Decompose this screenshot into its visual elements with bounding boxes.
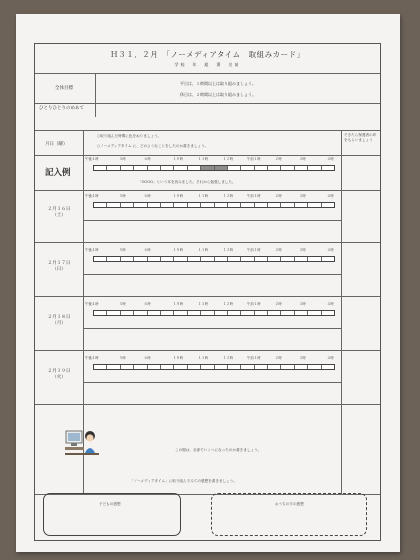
- day-date: ２月１８日（月）: [47, 315, 71, 327]
- time-slot[interactable]: [161, 203, 174, 207]
- child-comment-box[interactable]: [43, 493, 181, 536]
- divider: [35, 404, 380, 405]
- hour-label: １１時: [198, 356, 209, 360]
- time-slot[interactable]: [268, 311, 281, 315]
- hour-label: ４時: [327, 356, 334, 360]
- time-slot[interactable]: [148, 311, 161, 315]
- parent-comment-box[interactable]: [211, 493, 367, 536]
- example-hour-label: ３時: [299, 157, 306, 161]
- hour-label: １１時: [198, 194, 209, 198]
- time-slot[interactable]: [121, 203, 134, 207]
- time-slot[interactable]: [281, 257, 294, 261]
- time-slot[interactable]: [134, 311, 147, 315]
- time-slot[interactable]: [134, 203, 147, 207]
- time-slot[interactable]: [94, 203, 107, 207]
- time-slot[interactable]: [201, 166, 214, 170]
- time-bar: [93, 364, 335, 370]
- time-slot[interactable]: [241, 203, 254, 207]
- hour-label: 午後４時: [85, 248, 99, 252]
- writing-line[interactable]: [83, 274, 341, 275]
- hour-label: ３時: [299, 356, 306, 360]
- time-slot[interactable]: [148, 257, 161, 261]
- divider: [35, 296, 380, 297]
- time-slot[interactable]: [94, 365, 107, 369]
- hour-label: １０時: [173, 302, 184, 306]
- time-slot[interactable]: [228, 365, 241, 369]
- time-slot[interactable]: [201, 203, 214, 207]
- time-slot[interactable]: [228, 257, 241, 261]
- time-slot[interactable]: [241, 257, 254, 261]
- hour-label: 午前１時: [247, 194, 261, 198]
- hour-label: ２時: [275, 302, 282, 306]
- hour-label: １２時: [223, 302, 234, 306]
- time-slot[interactable]: [188, 365, 201, 369]
- time-slot[interactable]: [94, 311, 107, 315]
- time-slot[interactable]: [174, 365, 187, 369]
- hour-label: ３時: [299, 248, 306, 252]
- time-slot[interactable]: [148, 166, 161, 170]
- time-slot[interactable]: [215, 166, 228, 170]
- time-slot[interactable]: [295, 311, 308, 315]
- time-slot[interactable]: [188, 166, 201, 170]
- divider: [35, 103, 380, 104]
- time-slot[interactable]: [174, 257, 187, 261]
- time-slot[interactable]: [281, 365, 294, 369]
- hour-label: ６時: [144, 302, 151, 306]
- example-hour-label: １１時: [198, 157, 209, 161]
- time-slot[interactable]: [174, 311, 187, 315]
- child-comment-label: 子どもの感想: [99, 502, 121, 506]
- time-slot[interactable]: [308, 203, 321, 207]
- divider: [35, 73, 380, 74]
- time-slot[interactable]: [308, 311, 321, 315]
- signature-header: できたら保護者の印をもらいましょう: [344, 133, 377, 142]
- divider: [35, 190, 380, 191]
- personal-goal-label: ひとりひとりのめあて: [39, 106, 84, 111]
- hour-label: 午後４時: [85, 302, 99, 306]
- divider: [35, 130, 380, 131]
- writing-line[interactable]: [83, 220, 341, 221]
- time-slot[interactable]: [174, 203, 187, 207]
- goal-holiday: 休日は、２時間以上は取り組みましょう。: [180, 92, 256, 97]
- time-slot[interactable]: [268, 166, 281, 170]
- hour-label: 午後４時: [85, 356, 99, 360]
- time-slot[interactable]: [268, 203, 281, 207]
- day-date: ２月１９日（火）: [47, 369, 71, 381]
- time-slot[interactable]: [241, 311, 254, 315]
- time-slot[interactable]: [107, 166, 120, 170]
- time-slot[interactable]: [268, 365, 281, 369]
- hour-label: ５時: [119, 302, 126, 306]
- time-slot[interactable]: [322, 166, 334, 170]
- writing-line[interactable]: [83, 382, 341, 383]
- hour-label: １０時: [173, 194, 184, 198]
- time-slot[interactable]: [94, 166, 107, 170]
- time-slot[interactable]: [148, 365, 161, 369]
- time-slot[interactable]: [255, 311, 268, 315]
- time-slot[interactable]: [255, 365, 268, 369]
- time-slot[interactable]: [188, 203, 201, 207]
- hour-label: １０時: [173, 248, 184, 252]
- hour-label: ５時: [119, 356, 126, 360]
- child-at-computer-illustration: [65, 427, 99, 457]
- time-slot[interactable]: [107, 257, 120, 261]
- time-bar: [93, 256, 335, 262]
- time-slot[interactable]: [241, 166, 254, 170]
- parent-comment-label: おうちの方の感想: [275, 502, 304, 506]
- example-time-bar: [93, 165, 335, 171]
- time-slot[interactable]: [107, 365, 120, 369]
- student-info-line: 学校 年 組 番 名前: [174, 62, 241, 67]
- time-slot[interactable]: [228, 166, 241, 170]
- hour-label: ２時: [275, 356, 282, 360]
- time-slot[interactable]: [308, 257, 321, 261]
- time-slot[interactable]: [281, 166, 294, 170]
- worksheet-title: Ｈ３１．２月 「ノーメディアタイム 取組みカード」: [110, 50, 305, 59]
- time-bar: [93, 310, 335, 316]
- overall-goal-label: 全体目標: [55, 86, 73, 91]
- time-slot[interactable]: [228, 203, 241, 207]
- time-slot[interactable]: [281, 203, 294, 207]
- writing-line[interactable]: [83, 328, 341, 329]
- time-slot[interactable]: [268, 257, 281, 261]
- hour-label: １２時: [223, 194, 234, 198]
- divider: [35, 242, 380, 243]
- time-bar: [93, 202, 335, 208]
- time-slot[interactable]: [308, 166, 321, 170]
- time-slot[interactable]: [161, 311, 174, 315]
- example-hour-label: ２時: [275, 157, 282, 161]
- time-slot[interactable]: [161, 166, 174, 170]
- example-hour-label: 午後４時: [85, 157, 99, 161]
- goal-weekday: 平日は、１時間以上は取り組みましょう。: [180, 81, 256, 86]
- time-slot[interactable]: [215, 365, 228, 369]
- hour-label: １２時: [223, 248, 234, 252]
- time-slot[interactable]: [134, 365, 147, 369]
- hour-label: ４時: [327, 302, 334, 306]
- example-label: 記入例: [45, 168, 71, 178]
- time-slot[interactable]: [188, 257, 201, 261]
- time-slot[interactable]: [161, 365, 174, 369]
- time-slot[interactable]: [107, 203, 120, 207]
- time-slot[interactable]: [134, 166, 147, 170]
- time-slot[interactable]: [215, 203, 228, 207]
- time-slot[interactable]: [322, 365, 334, 369]
- instruction-2: ○ノーメディアタイム に、どのようなことをしたのか書きましょう。: [97, 144, 209, 148]
- hour-label: １０時: [173, 356, 184, 360]
- time-slot[interactable]: [295, 257, 308, 261]
- time-slot[interactable]: [201, 311, 214, 315]
- time-slot[interactable]: [161, 257, 174, 261]
- worksheet-frame: [34, 43, 381, 541]
- time-slot[interactable]: [215, 311, 228, 315]
- time-slot[interactable]: [322, 311, 334, 315]
- hour-label: 午前１時: [247, 248, 261, 252]
- hour-label: １１時: [198, 248, 209, 252]
- date-column-header: 月日（曜）: [45, 142, 68, 147]
- time-slot[interactable]: [281, 311, 294, 315]
- time-slot[interactable]: [188, 311, 201, 315]
- time-slot[interactable]: [174, 166, 187, 170]
- time-slot[interactable]: [322, 203, 334, 207]
- time-slot[interactable]: [228, 311, 241, 315]
- hour-label: ４時: [327, 248, 334, 252]
- hour-label: ５時: [119, 194, 126, 198]
- hour-label: ３時: [299, 302, 306, 306]
- reflection-prompt: この期は、全部でいくつになったのか書きましょう。: [175, 448, 262, 452]
- hour-label: ６時: [144, 248, 151, 252]
- time-slot[interactable]: [148, 203, 161, 207]
- time-slot[interactable]: [121, 365, 134, 369]
- time-slot[interactable]: [107, 311, 120, 315]
- hour-label: ２時: [275, 194, 282, 198]
- time-slot[interactable]: [241, 365, 254, 369]
- hour-label: 午後４時: [85, 194, 99, 198]
- day-date: ２月１７日（日）: [47, 261, 71, 273]
- instruction-1: ○取り組んだ時間に色をぬりましょう。: [97, 134, 162, 138]
- example-hour-label: 午前１時: [247, 157, 261, 161]
- divider: [35, 350, 380, 351]
- example-hour-label: ４時: [327, 157, 334, 161]
- worksheet-paper: [16, 14, 400, 552]
- time-slot[interactable]: [255, 257, 268, 261]
- hour-label: ３時: [299, 194, 306, 198]
- time-slot[interactable]: [134, 257, 147, 261]
- time-slot[interactable]: [295, 203, 308, 207]
- time-slot[interactable]: [295, 166, 308, 170]
- time-slot[interactable]: [255, 166, 268, 170]
- time-slot[interactable]: [121, 257, 134, 261]
- time-slot[interactable]: [121, 311, 134, 315]
- divider: [95, 73, 96, 117]
- time-slot[interactable]: [295, 365, 308, 369]
- example-hour-label: １２時: [223, 157, 234, 161]
- reflection-question: 「ノーメディアタイム」に取り組んでみての感想を書きましょう。: [130, 479, 237, 483]
- example-sample-text: 「OOOO」という本を読みました。それから勉強しました。: [138, 180, 236, 184]
- hour-label: 午前１時: [247, 356, 261, 360]
- time-slot[interactable]: [121, 166, 134, 170]
- example-hour-label: １０時: [173, 157, 184, 161]
- hour-label: ２時: [275, 248, 282, 252]
- hour-label: ５時: [119, 248, 126, 252]
- hour-label: １１時: [198, 302, 209, 306]
- time-slot[interactable]: [201, 257, 214, 261]
- time-slot[interactable]: [322, 257, 334, 261]
- time-slot[interactable]: [215, 257, 228, 261]
- hour-label: 午前１時: [247, 302, 261, 306]
- time-slot[interactable]: [201, 365, 214, 369]
- hour-label: ６時: [144, 356, 151, 360]
- hour-label: ４時: [327, 194, 334, 198]
- hour-label: ６時: [144, 194, 151, 198]
- example-hour-label: ６時: [144, 157, 151, 161]
- day-date: ２月１６日（土）: [47, 207, 71, 219]
- divider: [35, 155, 380, 156]
- divider: [341, 130, 342, 494]
- time-slot[interactable]: [308, 365, 321, 369]
- time-slot[interactable]: [255, 203, 268, 207]
- time-slot[interactable]: [94, 257, 107, 261]
- example-hour-label: ５時: [119, 157, 126, 161]
- hour-label: １２時: [223, 356, 234, 360]
